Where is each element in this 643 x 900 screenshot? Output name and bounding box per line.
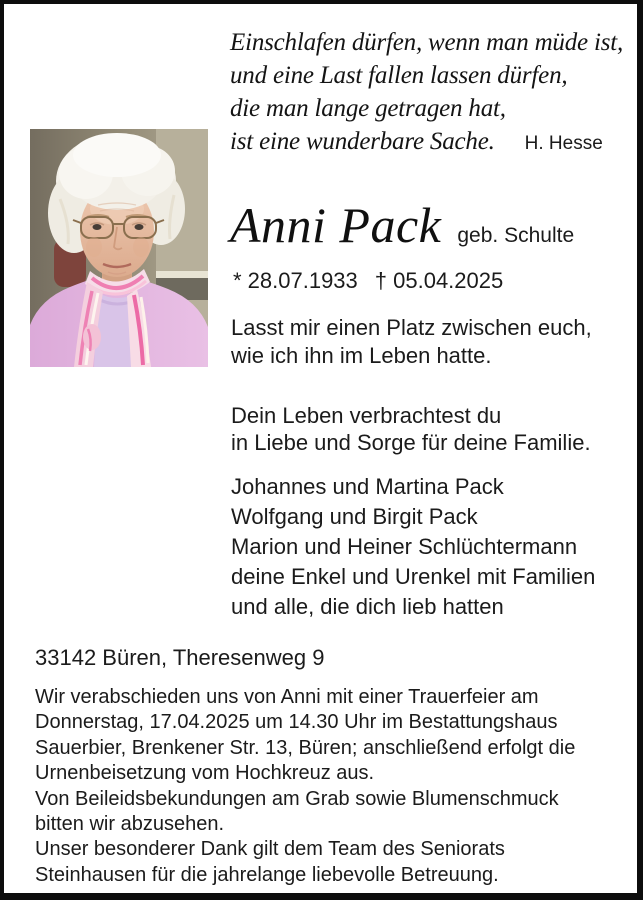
mourner-line: und alle, die dich lieb hatten <box>231 594 504 619</box>
funeral-line: Von Beileidsbekundungen am Grab sowie Blumenschmuck <box>35 787 559 810</box>
funeral-line: bitten wir abzusehen. <box>35 813 225 836</box>
funeral-line: Wir verabschieden uns von Anni mit einer Trauerfeier am <box>35 686 539 708</box>
death-date: † 05.04.2025 <box>374 268 504 293</box>
epitaph-block <box>231 314 592 370</box>
mourner-line: deine Enkel und Urenkel mit Familien <box>231 564 596 589</box>
birth-date: * 28.07.1933 <box>233 268 358 293</box>
quote-block <box>230 26 630 160</box>
mourner-line: Johannes und Martina Pack <box>231 474 504 499</box>
funeral-info <box>35 685 575 888</box>
epitaph-line: Lasst mir einen Platz zwischen euch, <box>231 315 592 340</box>
funeral-line: Steinhausen für die jahrelange liebevolle Betreuung. <box>35 863 499 886</box>
quote-line: und eine Last fallen lassen dürfen, <box>230 62 568 89</box>
quote-line: ist eine wunderbare Sache. <box>230 128 495 155</box>
tribute-block <box>231 402 591 456</box>
quote-line: Einschlafen dürfen, wenn man müde ist, <box>230 29 624 56</box>
tribute-line: in Liebe und Sorge für deine Familie. <box>231 430 591 455</box>
funeral-line: Donnerstag, 17.04.2025 um 14.30 Uhr im Bestattungshaus <box>35 711 558 734</box>
epitaph-line: wie ich ihn im Leben hatte. <box>231 343 492 368</box>
quote-line: die man lange getragen hat, <box>230 95 506 122</box>
portrait-photo <box>30 129 208 367</box>
funeral-line: Sauerbier, Brenkener Str. 13, Büren; anschließend erfolgt die <box>35 736 576 759</box>
mourner-line: Wolfgang und Birgit Pack <box>231 504 478 529</box>
mourners-list <box>231 472 595 622</box>
funeral-line: Unser besonderer Dank gilt dem Team des Seniorats <box>35 838 505 861</box>
name-row <box>230 194 574 256</box>
mourner-line: Marion und Heiner Schlüchtermann <box>231 534 578 559</box>
tribute-line: Dein Leben verbrachtest du <box>231 403 502 428</box>
quote-attribution: H. Hesse <box>524 133 603 154</box>
portrait-photo-illustration <box>30 129 208 367</box>
maiden-name: geb. Schulte <box>457 224 575 247</box>
address-line: 33142 Büren, Theresenweg 9 <box>35 645 325 670</box>
deceased-name: Anni Pack <box>230 197 442 253</box>
funeral-line: Urnenbeisetzung vom Hochkreuz aus. <box>35 762 375 785</box>
life-dates <box>233 268 503 294</box>
